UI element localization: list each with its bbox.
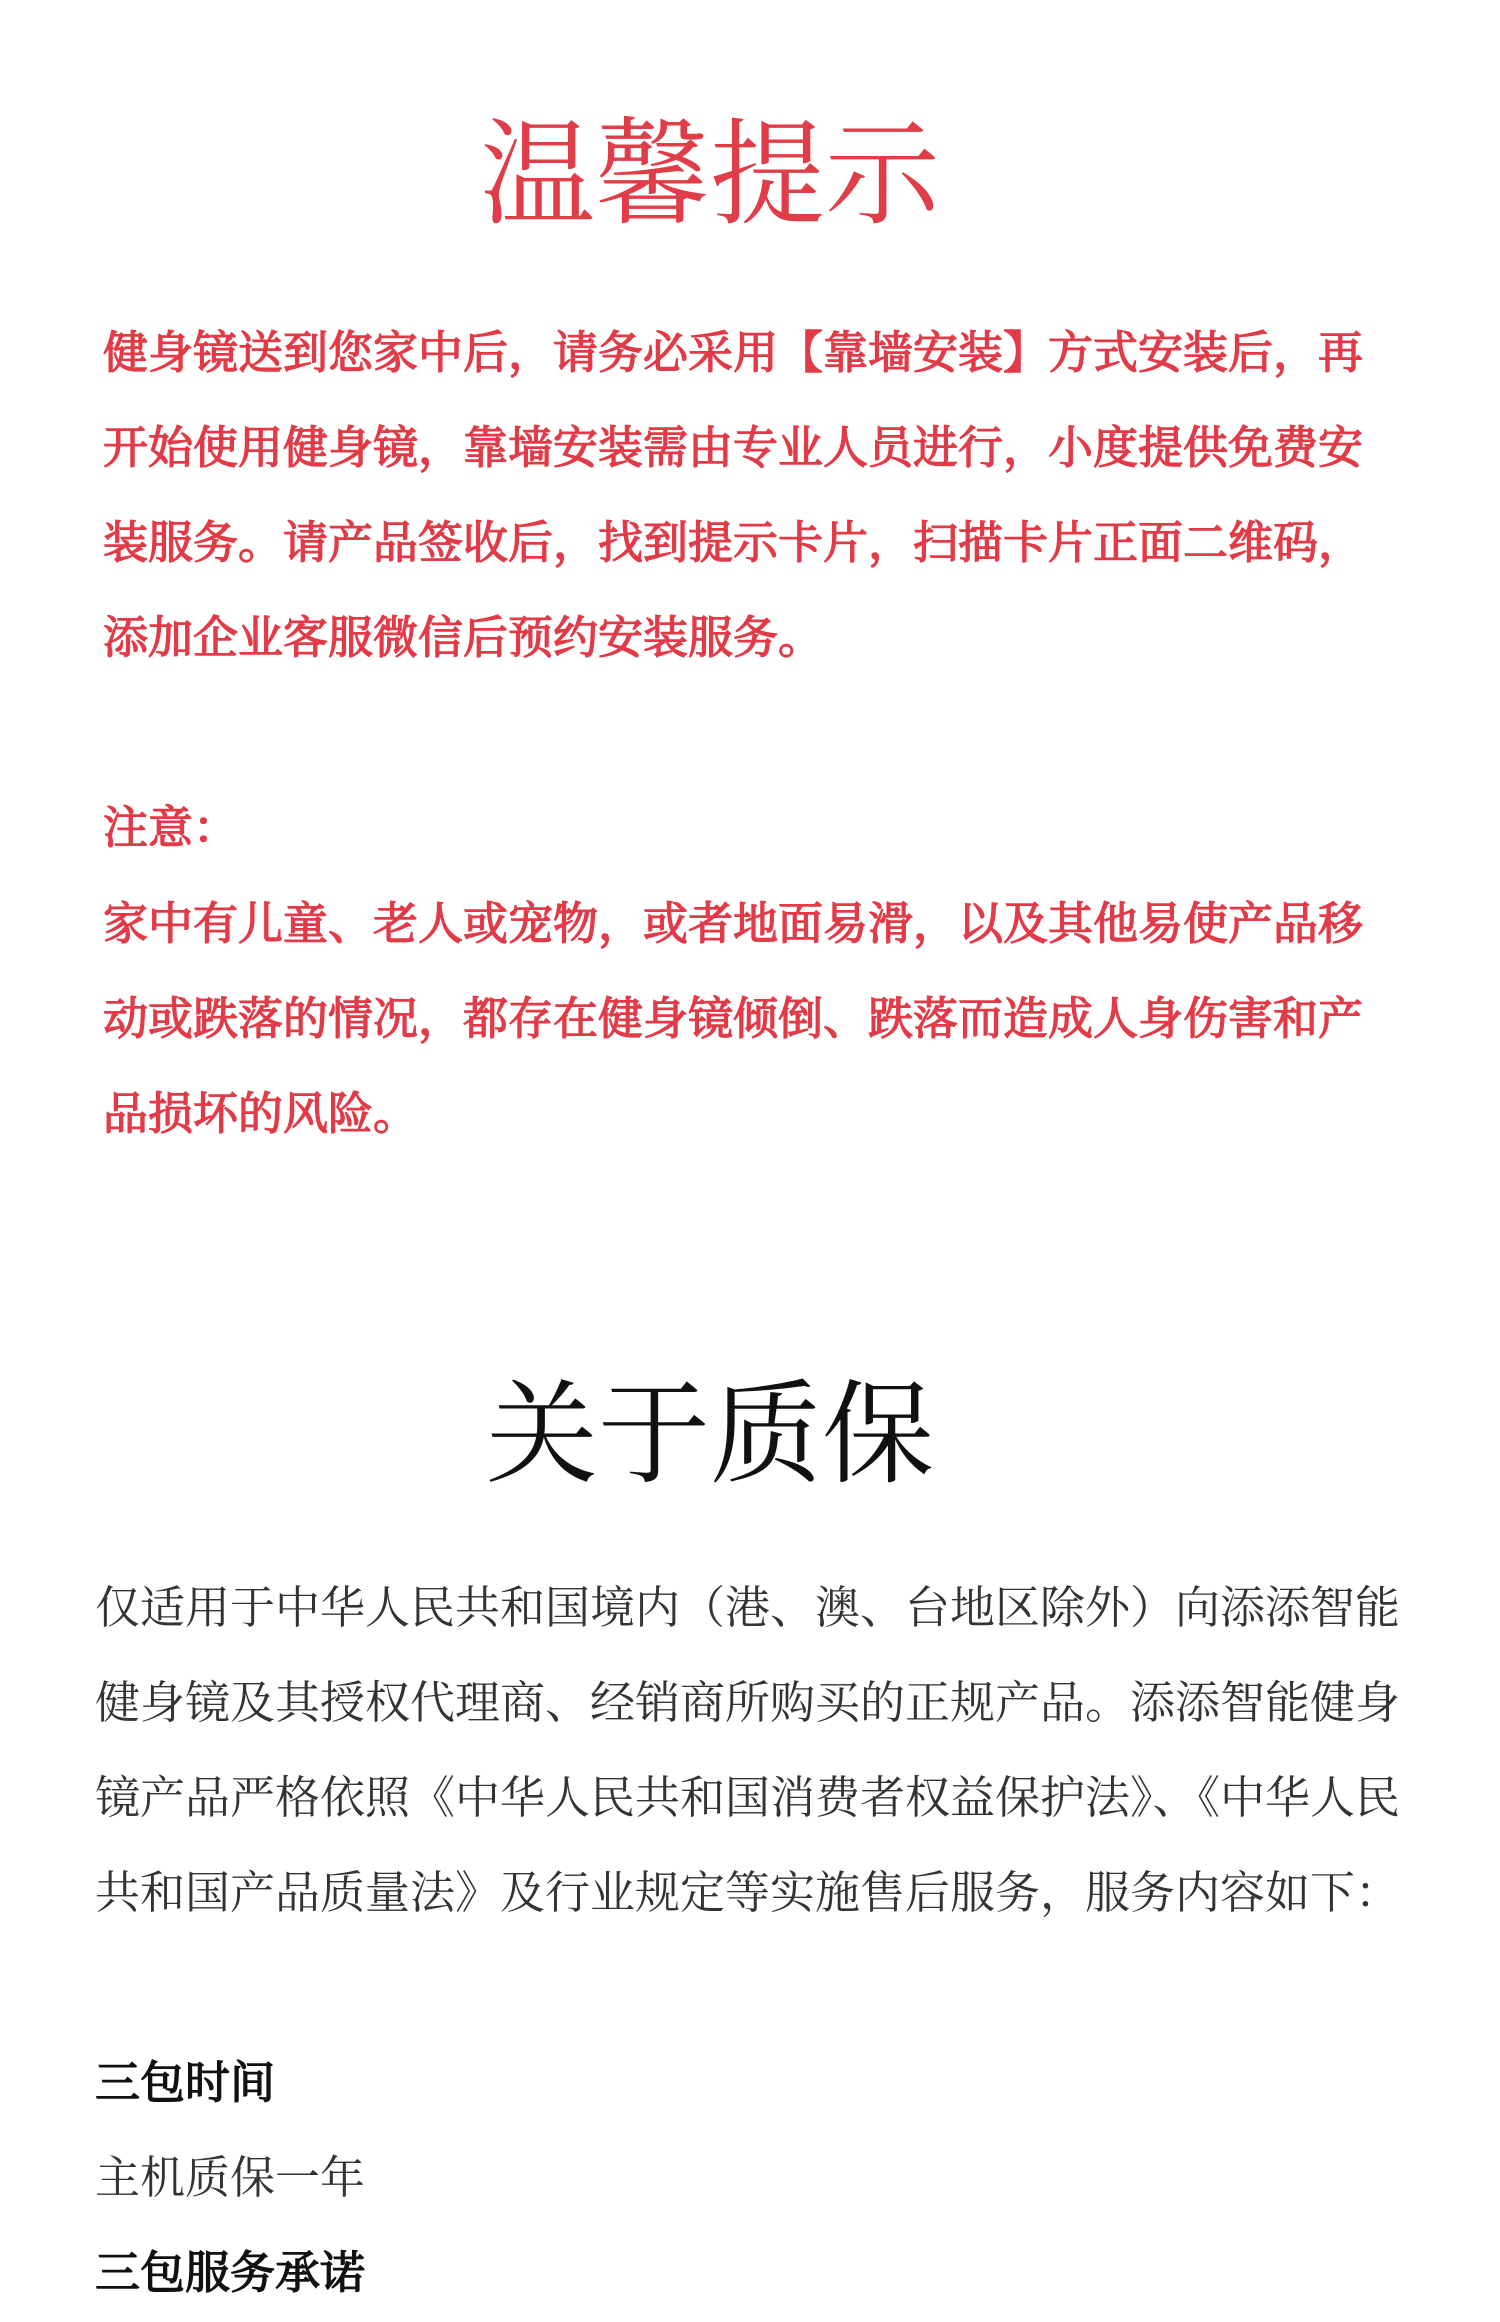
warranty-period-text: 主机质保一年 xyxy=(95,2151,366,2204)
service-promise-heading: 三包服务承诺 xyxy=(95,2246,366,2299)
warranty-title: 关于质保 xyxy=(486,1370,934,1500)
note-label: 注意： xyxy=(103,801,239,854)
installation-tip-paragraph: 健身镜送到您家中后，请务必采用【靠墙安装】方式安装后，再开始使用健身镜，靠墙安装需由专业人员进行，小度提供免费安装服务。请产品签收后，找到提示卡片，扫描卡片正面二维码，添加企业客服微信后预约安装服务。 xyxy=(103,326,1364,664)
tips-title: 温馨提示 xyxy=(479,108,940,242)
safety-note-paragraph: 家中有儿童、老人或宠物，或者地面易滑，以及其他易使产品移动或跌落的情况，都存在健身镜倾倒、跌落而造成人身伤害和产品损坏的风险。 xyxy=(103,897,1364,1140)
warranty-paragraph: 仅适用于中华人民共和国境内（港、澳、台地区除外）向添添智能健身镜及其授权代理商、经销商所购买的正规产品。添添智能健身镜产品严格依照《中华人民共和国消费者权益保护法》、《中华人民共和国产品质量法》及行业规定等实施售后服务，服务内容如下： xyxy=(95,1581,1401,1919)
warranty-period-heading: 三包时间 xyxy=(95,2056,276,2109)
